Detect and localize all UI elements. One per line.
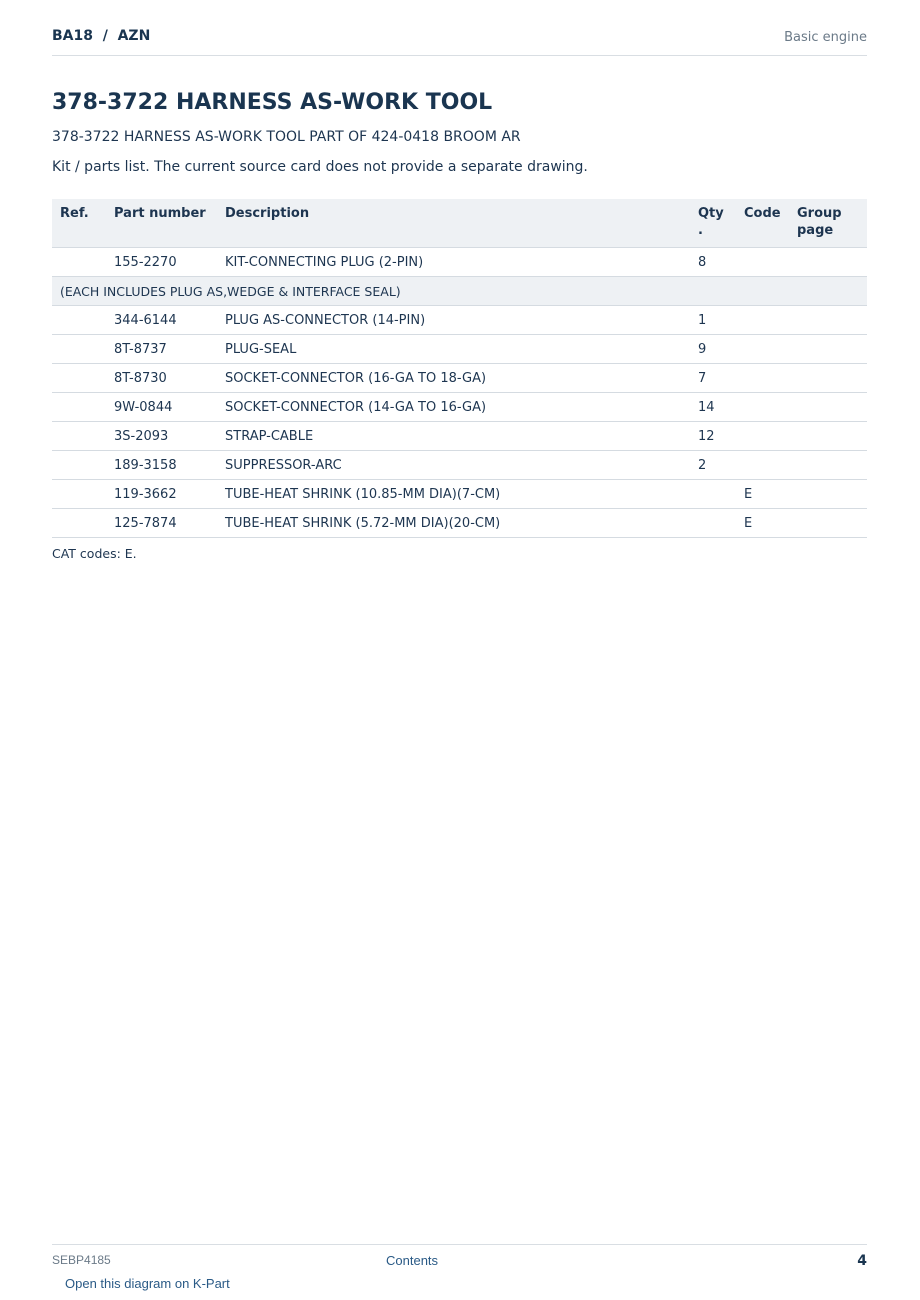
cell-ref (52, 335, 106, 364)
cell-code (736, 422, 789, 451)
col-group-page-header: Group page (789, 199, 867, 248)
cell-part-number: 119-3662 (106, 480, 217, 509)
cell-description: PLUG-SEAL (217, 335, 690, 364)
table-row (52, 364, 867, 393)
cell-code: E (736, 509, 789, 538)
cell-group-page (789, 335, 867, 364)
table-header-row (52, 199, 867, 248)
cell-part-number: 125-7874 (106, 509, 217, 538)
section-label: Basic engine (784, 30, 867, 45)
cell-code (736, 335, 789, 364)
cell-ref (52, 422, 106, 451)
cell-part-number: 155-2270 (106, 248, 217, 277)
cell-part-number: 344-6144 (106, 306, 217, 335)
cell-part-number: 3S-2093 (106, 422, 217, 451)
cell-description: TUBE-HEAT SHRINK (5.72-MM DIA)(20-CM) (217, 509, 690, 538)
cell-qty: 2 (690, 451, 736, 480)
cell-description: STRAP-CABLE (217, 422, 690, 451)
page-title: 378-3722 HARNESS AS-WORK TOOL (52, 90, 493, 115)
cell-ref (52, 306, 106, 335)
cell-ref (52, 451, 106, 480)
table-row (52, 335, 867, 364)
cell-qty: 8 (690, 248, 736, 277)
cell-qty: 14 (690, 393, 736, 422)
table-row (52, 480, 867, 509)
page-note: Kit / parts list. The current source card does not provide a separate drawing. (52, 159, 588, 175)
cell-description: SUPPRESSOR-ARC (217, 451, 690, 480)
cell-code (736, 451, 789, 480)
cat-codes-note: CAT codes: E. (52, 546, 137, 561)
cell-qty: 9 (690, 335, 736, 364)
cell-code (736, 393, 789, 422)
col-ref-header: Ref. (52, 199, 106, 248)
table-row (52, 393, 867, 422)
cell-part-number: 8T-8730 (106, 364, 217, 393)
cell-part-number: 9W-0844 (106, 393, 217, 422)
cell-description: SOCKET-CONNECTOR (14-GA TO 16-GA) (217, 393, 690, 422)
table-row (52, 451, 867, 480)
table-note-row (52, 277, 867, 306)
cell-ref (52, 480, 106, 509)
cell-description: TUBE-HEAT SHRINK (10.85-MM DIA)(7-CM) (217, 480, 690, 509)
document-id: SEBP4185 (52, 1253, 111, 1267)
page-subtitle: 378-3722 HARNESS AS-WORK TOOL PART OF 424-0418 BROOM AR (52, 129, 521, 145)
cell-qty: 7 (690, 364, 736, 393)
cell-part-number: 189-3158 (106, 451, 217, 480)
cell-ref (52, 248, 106, 277)
open-kpart-link[interactable]: Open this diagram on K-Part (65, 1276, 230, 1291)
cell-description: SOCKET-CONNECTOR (16-GA TO 18-GA) (217, 364, 690, 393)
cell-ref (52, 509, 106, 538)
col-part-number-header: Part number (106, 199, 217, 248)
cell-code (736, 306, 789, 335)
page-footer (52, 1244, 867, 1275)
cell-group-page (789, 509, 867, 538)
col-code-header: Code (736, 199, 789, 248)
cell-group-page (789, 393, 867, 422)
breadcrumb: BA18 / AZN (52, 28, 151, 44)
cell-qty (690, 480, 736, 509)
col-qty-header: Qty . (690, 199, 736, 248)
cell-note: (EACH INCLUDES PLUG AS,WEDGE & INTERFACE SEAL) (52, 277, 867, 306)
cell-code (736, 248, 789, 277)
cell-group-page (789, 306, 867, 335)
contents-link[interactable]: Contents (386, 1253, 439, 1268)
table-row (52, 248, 867, 277)
page-number: 4 (857, 1253, 867, 1269)
cell-group-page (789, 480, 867, 509)
table-row (52, 306, 867, 335)
table-row (52, 509, 867, 538)
cell-qty: 12 (690, 422, 736, 451)
col-description-header: Description (217, 199, 690, 248)
cell-group-page (789, 248, 867, 277)
cell-qty: 1 (690, 306, 736, 335)
cell-group-page (789, 364, 867, 393)
cell-part-number: 8T-8737 (106, 335, 217, 364)
parts-table (52, 199, 867, 538)
page-header (52, 28, 867, 56)
cell-ref (52, 393, 106, 422)
cell-description: PLUG AS-CONNECTOR (14-PIN) (217, 306, 690, 335)
cell-description: KIT-CONNECTING PLUG (2-PIN) (217, 248, 690, 277)
table-row (52, 422, 867, 451)
cell-group-page (789, 451, 867, 480)
cell-ref (52, 364, 106, 393)
cell-code (736, 364, 789, 393)
cell-code: E (736, 480, 789, 509)
cell-group-page (789, 422, 867, 451)
cell-qty (690, 509, 736, 538)
